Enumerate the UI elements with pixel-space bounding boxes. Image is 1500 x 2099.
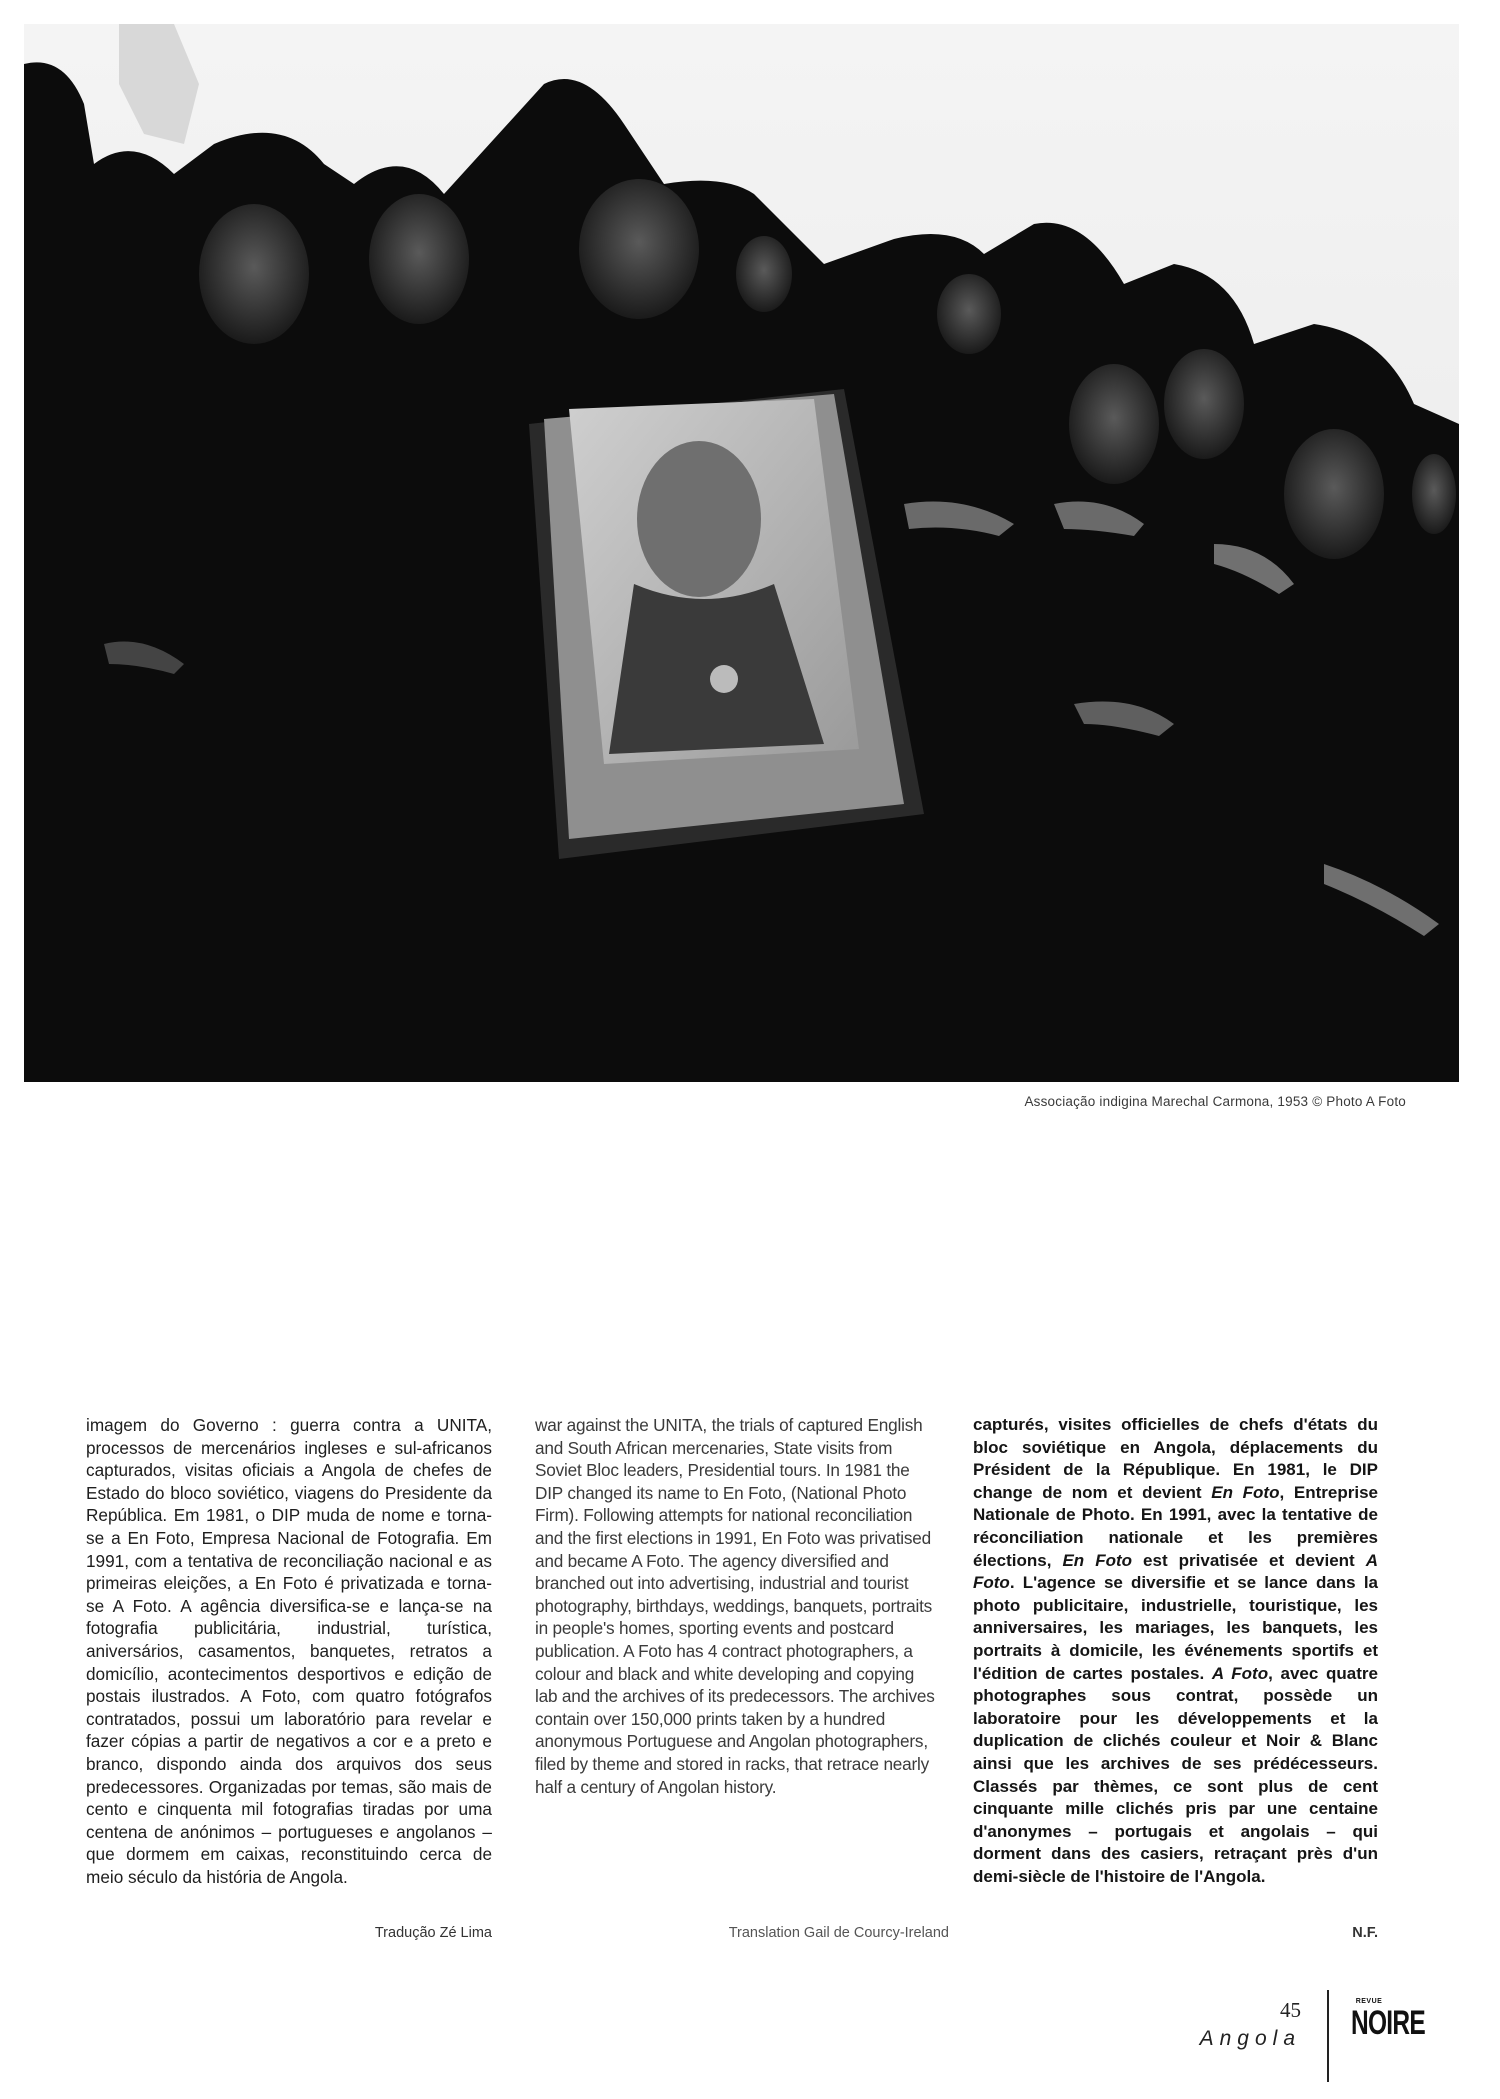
page-number: 45 — [1280, 1998, 1301, 2022]
french-text-part: capturés, visites officielles de chefs d'états du bloc soviétique en Angola, déplacements du Président de la République. En 1981, le DIP change de nom et devient — [973, 1415, 1378, 1502]
author-initials: N.F. — [1352, 1925, 1378, 1941]
footer-divider — [1327, 1990, 1329, 2082]
french-text-part: , Entreprise Nationale de Photo. En 1991, avec la tentative de réconciliation nationale et les premières élections, — [973, 1482, 1378, 1570]
translation-credit-portuguese: Tradução Zé Lima — [374, 1925, 492, 1941]
section-name: Angola — [1199, 2027, 1301, 2050]
logo-small-text: REVUE — [1355, 1998, 1383, 2005]
french-emphasis: En Foto — [1062, 1550, 1133, 1570]
english-text: war against the UNITA, the trials of captured English and South African mercenaries, State visits from Soviet Bloc leaders, Presidential tours. In 1981 the DIP changed its name to En Foto, (National Photo Firm). Following attempts for national reconciliation and the first elections in 1991, En Foto was privatised and became A Foto. The agency diversified and branched out into advertising, industrial and tourist photography, birthdays, weddings, banquets, portraits in people's homes, sporting events and postcard publication. A Foto has 4 contract photographers, a colour and black and white developing and copying lab and the archives of its predecessors. The archives contain over 150,000 prints taken by a hundred anonymous Portuguese and Angolan photographers, filed by theme and stored in racks, that retrace nearly half a century of Angolan history. — [535, 1415, 935, 1797]
page-folio — [1200, 1998, 1301, 2051]
article-column-french — [973, 1414, 1378, 1888]
translation-credit-english: Translation Gail de Courcy-Ireland — [728, 1925, 949, 1941]
french-emphasis: A Foto — [1211, 1663, 1269, 1683]
french-text-part: est privatisée et devient — [1132, 1550, 1366, 1570]
french-emphasis: En Foto — [1211, 1482, 1280, 1502]
article-column-english — [535, 1414, 935, 1798]
mourners-photograph-illustration — [24, 24, 1459, 1082]
revue-noire-logo — [1344, 1998, 1425, 2042]
photo-caption: Associação indigina Marechal Carmona, 1953 © Photo A Foto — [1024, 1094, 1406, 1109]
article-column-portuguese — [86, 1414, 492, 1888]
archival-photo — [24, 24, 1459, 1082]
logo-big-text: NOIRE — [1351, 2004, 1425, 2042]
french-text-part: , avec quatre photographes sous contrat, possède un laboratoire pour les développements et la duplication de clichés couleur et Noir & Blanc ainsi que les archives de ses prédécesseurs. Classés par thèmes, ce sont plus de cent cinquante mille clichés pris par une centaine d'anonymes – portugais et angolais – qui dorment dans des casiers, retraçant près d'un demi-siècle de l'histoire de l'Angola. — [973, 1663, 1378, 1886]
french-text-part: . L'agence se diversifie et se lance dans la photo publicitaire, industrielle, touristique, les anniversaires, les mariages, les banquets, les portraits à domicile, les événements sportifs et l'édition de cartes postales. — [973, 1573, 1378, 1683]
french-emphasis: A Foto — [973, 1550, 1379, 1593]
french-text — [973, 1414, 1378, 1888]
portuguese-text: imagem do Governo : guerra contra a UNITA, processos de mercenários ingleses e sul-africanos capturados, visitas oficiais a Angola de chefes de Estado do bloco soviético, viagens do Presidente da República. Em 1981, o DIP muda de nome e torna-se a En Foto, Empresa Nacional de Fotografia. Em 1991, com a tentativa de reconciliação nacional e as primeiras eleições, a En Foto é privatizada e torna-se A Foto. A agência diversifica-se e lança-se na fotografia publicitária, industrial, turística, aniversários, casamentos, banquetes, retratos a domicílio, acontecimentos desportivos e edição de postais ilustrados. A Foto, com quatro fotógrafos contratados, possui um laboratório para revelar e fazer cópias a partir de negativos a cor e a preto e branco, dispondo ainda dos arquivos dos seus predecessores. Organizadas por temas, são mais de cento e cinquenta mil fotografias tiradas por uma centena de anónimos – portugueses e angolanos – que dormem em caixas, reconstituindo cerca de meio século da história de Angola. — [86, 1415, 492, 1887]
